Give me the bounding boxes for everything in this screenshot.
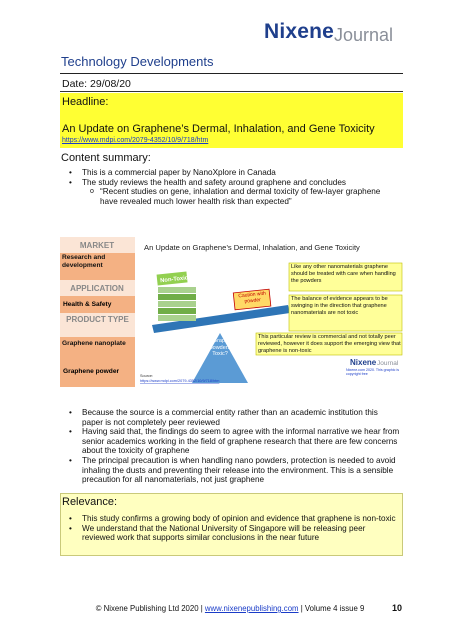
- content-summary-list: [60, 168, 400, 206]
- list-item: • This study confirms a growing body of opinion and evidence that graphene is non-toxic: [60, 514, 400, 524]
- list-item: • Having said that, the findings do seem to agree with the informal narrative we hear from senior academics working in the field of graphene research that there are few concerns about the toxicity of graphene: [60, 427, 400, 456]
- graphene-layer: [158, 315, 196, 321]
- list-item: • The principal precaution is when handling nano powders, protection is needed to avoid inhaling the dusts and preventing their release into the environment. This is a sensible precaution for all nanomaterials, not just graphene: [60, 456, 400, 485]
- brand-logo-bold: Nixene: [264, 20, 335, 43]
- infographic-copyright: Nixene.com 2020. This graphic is copyright free: [346, 368, 400, 377]
- graphene-layer: [158, 301, 196, 307]
- section-title: Technology Developments: [61, 54, 214, 69]
- caution-label: Caution with powder: [238, 290, 267, 305]
- product-value: Graphene nanoplate: [62, 340, 126, 347]
- list-item: • Because the source is a commercial entity rather than an academic institution this paper is not completely peer reviewed: [60, 408, 400, 427]
- source-label: Source:: [140, 374, 154, 378]
- market-label: MARKET: [79, 241, 115, 250]
- market-value: Research and development: [62, 254, 106, 269]
- infographic: [60, 233, 405, 393]
- page-number: 10: [392, 603, 403, 613]
- headline-label: Headline:: [62, 96, 109, 108]
- list-item: • The study reviews the health and safety around graphene and concludes: [60, 178, 400, 188]
- graphene-layer: [158, 294, 196, 300]
- headline-title: An Update on Graphene’s Dermal, Inhalation, and Gene Toxicity: [62, 123, 375, 135]
- mini-logo: Nixene: [350, 358, 377, 367]
- brand-logo-light: Journal: [334, 25, 394, 45]
- graphene-layer: [158, 287, 196, 293]
- body-bullet-list: [60, 408, 400, 485]
- note-text: Like any other nanomaterials graphene should be treated with care when handling the powders: [291, 264, 396, 284]
- mini-logo-sub: Journal: [377, 360, 399, 367]
- header-divider: [60, 73, 403, 74]
- list-item: • We understand that the National University of Singapore will be releasing peer reviewed work that supports similar conclusions in the near future: [60, 524, 400, 543]
- note-text: The balance of evidence appears to be swinging in the direction that graphene nanomaterials are not toxic: [291, 296, 388, 316]
- product-type-label: PRODUCT TYPE: [66, 315, 129, 324]
- headline-link[interactable]: https://www.mdpi.com/2079-4352/10/9/718/htm: [62, 137, 209, 144]
- application-label: APPLICATION: [70, 284, 124, 293]
- footer-link[interactable]: www.nixenepublishing.com: [204, 604, 299, 613]
- non-toxic-label: Non-Toxic: [159, 275, 189, 285]
- graphene-layer: [158, 308, 196, 314]
- note-text: This particular review is commercial and not totally peer reviewed, however it does support the emerging view that graphene is non-toxic: [258, 334, 401, 354]
- list-item: • This is a commercial paper by NanoXplore in Canada: [60, 168, 400, 178]
- source-link[interactable]: https://www.mdpi.com/2079-4352/10/9/718/htm: [140, 379, 220, 383]
- application-value: Health & Safety: [63, 301, 112, 308]
- footer-issue: | Volume 4 issue 9: [300, 604, 365, 613]
- date-bar: Date: 29/08/20: [60, 76, 403, 92]
- content-summary-label: Content summary:: [61, 152, 151, 164]
- product-value: Graphene powder: [63, 368, 120, 375]
- page-footer: [60, 603, 403, 613]
- relevance-label: Relevance:: [62, 496, 118, 508]
- fulcrum-label: Are Graphene powders Toxic?: [202, 338, 238, 357]
- relevance-list: [60, 514, 400, 543]
- footer-copyright: © Nixene Publishing Ltd 2020 |: [95, 604, 203, 613]
- infographic-title: An Update on Graphene’s Dermal, Inhalation, and Gene Toxicity: [144, 243, 360, 252]
- sub-list-item: o “Recent studies on gene, inhalation and dermal toxicity of few-layer graphene have revealed much lower health risk than expected”: [60, 187, 400, 206]
